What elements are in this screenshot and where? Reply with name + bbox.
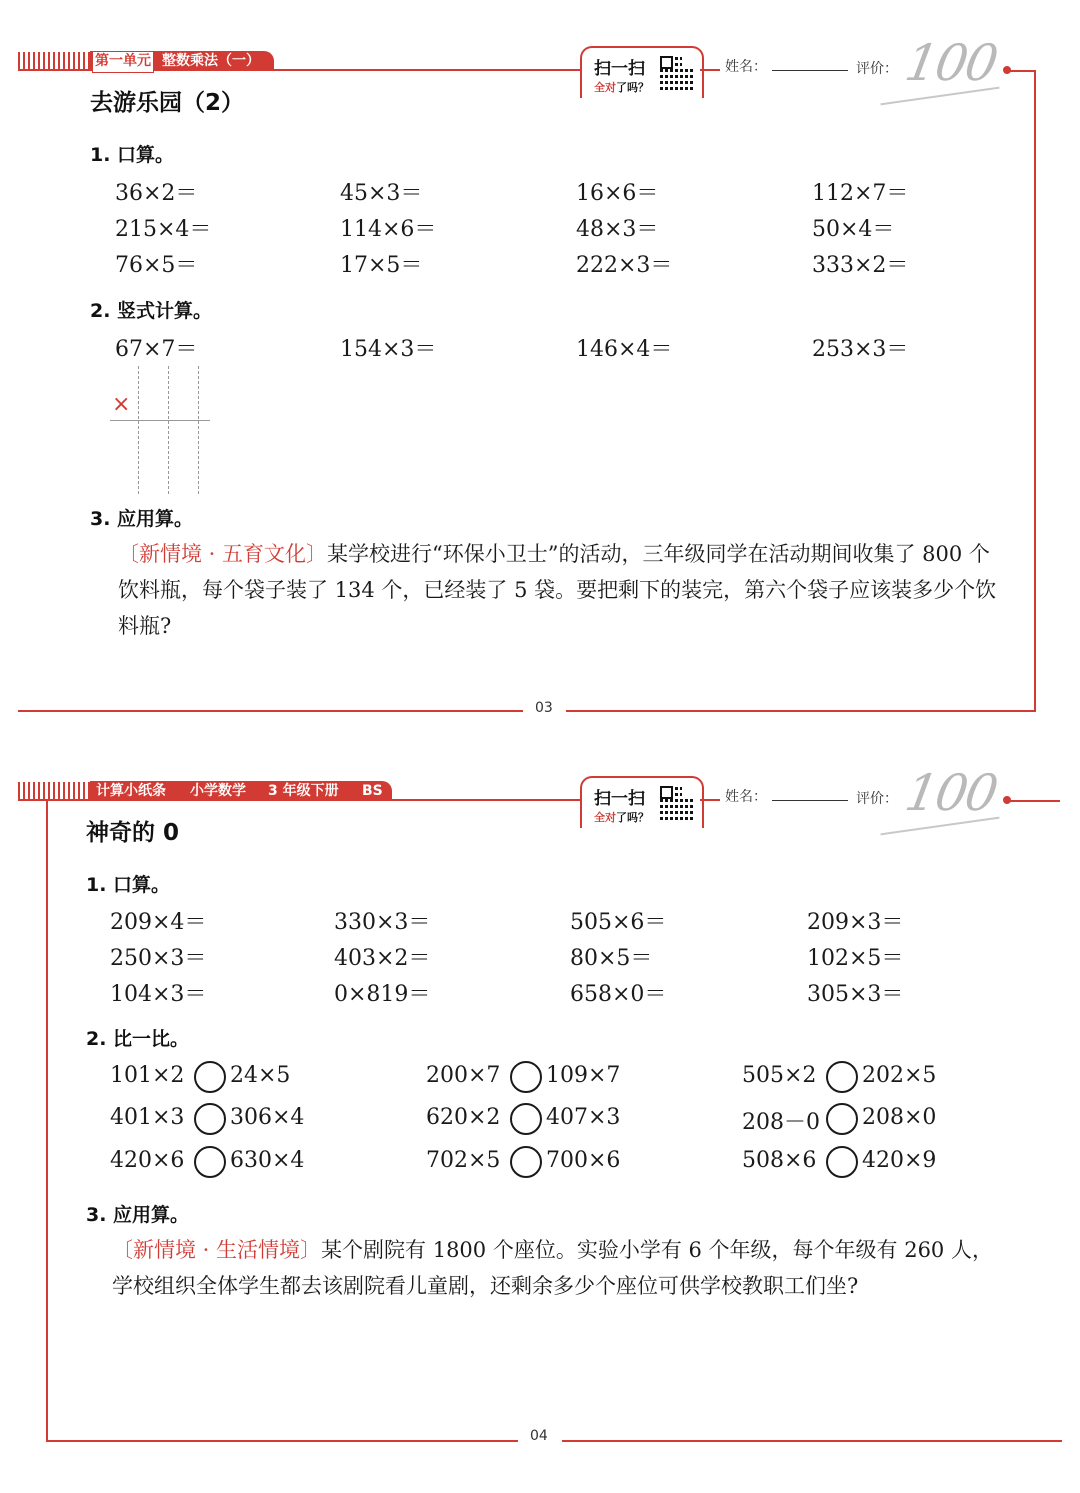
problem-context-tag: 〔新情境 · 生活情境〕 (112, 1238, 322, 1262)
name-label: 姓名： (725, 59, 767, 75)
section-vertical-heading: 2. 竖式计算。 (90, 300, 213, 322)
scan-sub: 全对了吗？ (594, 811, 649, 824)
compare-right: 24×5 (230, 1063, 291, 1088)
compare-right: 202×5 (862, 1063, 937, 1088)
oral-item: 76×5＝ (115, 253, 198, 278)
oral-item: 209×4＝ (110, 910, 207, 935)
section-compare-heading: 2. 比一比。 (86, 1028, 190, 1050)
oral-item: 114×6＝ (340, 217, 437, 242)
oral-item: 104×3＝ (110, 982, 207, 1007)
worksheet-page-03 (0, 0, 1080, 730)
page-border-left (46, 800, 48, 1440)
compare-circle-input[interactable] (826, 1103, 858, 1135)
name-label: 姓名： (725, 789, 767, 805)
oral-item: 36×2＝ (115, 181, 198, 206)
name-field[interactable] (772, 800, 848, 801)
compare-right: 420×9 (862, 1148, 937, 1173)
compare-right: 109×7 (546, 1063, 621, 1088)
scan-sub: 全对了吗？ (594, 81, 649, 94)
vertical-item: 253×3＝ (812, 337, 909, 362)
series-tag: 计算小纸条 (96, 783, 166, 799)
compare-left: 101×2 (110, 1063, 185, 1088)
application-problem (118, 536, 998, 644)
vertical-grid-guide (198, 366, 199, 494)
compare-circle-input[interactable] (826, 1146, 858, 1178)
grade-tag: 3 年级下册 (268, 783, 339, 799)
oral-item: 50×4＝ (812, 217, 895, 242)
oral-item: 102×5＝ (807, 946, 904, 971)
oral-item: 48×3＝ (576, 217, 659, 242)
oral-item: 45×3＝ (340, 181, 423, 206)
oral-item: 403×2＝ (334, 946, 431, 971)
oral-item: 0×819＝ (334, 982, 431, 1007)
compare-left: 200×7 (426, 1063, 501, 1088)
oral-item: 250×3＝ (110, 946, 207, 971)
oral-item: 17×5＝ (340, 253, 423, 278)
compare-right: 700×6 (546, 1148, 621, 1173)
compare-right: 306×4 (230, 1105, 305, 1130)
oral-item: 658×0＝ (570, 982, 667, 1007)
vertical-grid-guide (168, 366, 169, 494)
oral-item: 330×3＝ (334, 910, 431, 935)
compare-left: 401×3 (110, 1105, 185, 1130)
scan-label: 扫一扫 (594, 789, 645, 809)
page-border-right (1034, 70, 1036, 710)
section-application-heading: 3. 应用算。 (86, 1204, 190, 1226)
compare-circle-input[interactable] (826, 1061, 858, 1093)
page-number: 03 (535, 700, 553, 716)
score-stamp: 100 (900, 34, 1001, 92)
compare-left: 208－0 (742, 1110, 820, 1135)
page-title: 去游乐园（2） (90, 90, 245, 116)
compare-circle-input[interactable] (194, 1061, 226, 1093)
edition-tag: BS (362, 783, 383, 799)
problem-text: 某个剧院有 1800 个座位。实验小学有 6 个年级，每个年级有 260 人，学校组织全体学生都去该剧院看儿童剧，还剩余多少个座位可供学校教职工们坐? (112, 1238, 993, 1298)
compare-left: 620×2 (426, 1105, 501, 1130)
worksheet-page-04 (0, 730, 1080, 1493)
compare-left: 505×2 (742, 1063, 817, 1088)
scan-box (580, 776, 704, 828)
page-title: 神奇的 0 (86, 820, 180, 846)
compare-left: 420×6 (110, 1148, 185, 1173)
compare-circle-input[interactable] (194, 1103, 226, 1135)
vertical-grid-guide (138, 366, 139, 494)
scan-label: 扫一扫 (594, 59, 645, 79)
oral-item: 16×6＝ (576, 181, 659, 206)
scan-box (580, 46, 704, 98)
oral-item: 333×2＝ (812, 253, 909, 278)
header-stripes (18, 782, 90, 800)
vertical-item: 154×3＝ (340, 337, 437, 362)
subject-tag: 小学数学 (190, 783, 246, 799)
problem-context-tag: 〔新情境 · 五育文化〕 (118, 542, 328, 566)
section-application-heading: 3. 应用算。 (90, 508, 194, 530)
vertical-item: 146×4＝ (576, 337, 673, 362)
vertical-grid-rule (110, 420, 210, 421)
page-number: 04 (530, 1428, 548, 1444)
oral-item: 80×5＝ (570, 946, 653, 971)
qr-code-icon[interactable] (658, 54, 694, 90)
compare-right: 630×4 (230, 1148, 305, 1173)
compare-circle-input[interactable] (194, 1146, 226, 1178)
eval-label: 评价： (856, 791, 898, 807)
vertical-item: 67×7＝ (115, 337, 198, 362)
compare-right: 208×0 (862, 1105, 937, 1130)
multiply-sign: × (112, 392, 131, 417)
section-oral-heading: 1. 口算。 (86, 874, 171, 896)
application-problem (112, 1232, 997, 1304)
section-oral-heading: 1. 口算。 (90, 144, 175, 166)
compare-right: 407×3 (546, 1105, 621, 1130)
header-stripes (18, 52, 90, 70)
oral-item: 305×3＝ (807, 982, 904, 1007)
score-stamp: 100 (900, 764, 1001, 822)
problem-text: 某学校进行“环保小卫士”的活动，三年级同学在活动期间收集了 800 个饮料瓶，每个袋子装了 134 个，已经装了 5 袋。要把剩下的装完，第六个袋子应该装多少个饮料瓶? (118, 542, 997, 638)
compare-circle-input[interactable] (510, 1103, 542, 1135)
compare-left: 702×5 (426, 1148, 501, 1173)
compare-left: 508×6 (742, 1148, 817, 1173)
oral-item: 209×3＝ (807, 910, 904, 935)
eval-label: 评价： (856, 61, 898, 77)
name-field[interactable] (772, 70, 848, 71)
oral-item: 112×7＝ (812, 181, 909, 206)
unit-tag: 第一单元 (92, 51, 154, 73)
compare-circle-input[interactable] (510, 1146, 542, 1178)
oral-item: 215×4＝ (115, 217, 212, 242)
oral-item: 222×3＝ (576, 253, 673, 278)
oral-item: 505×6＝ (570, 910, 667, 935)
compare-circle-input[interactable] (510, 1061, 542, 1093)
qr-code-icon[interactable] (658, 784, 694, 820)
unit-title: 整数乘法（一） (162, 53, 260, 69)
